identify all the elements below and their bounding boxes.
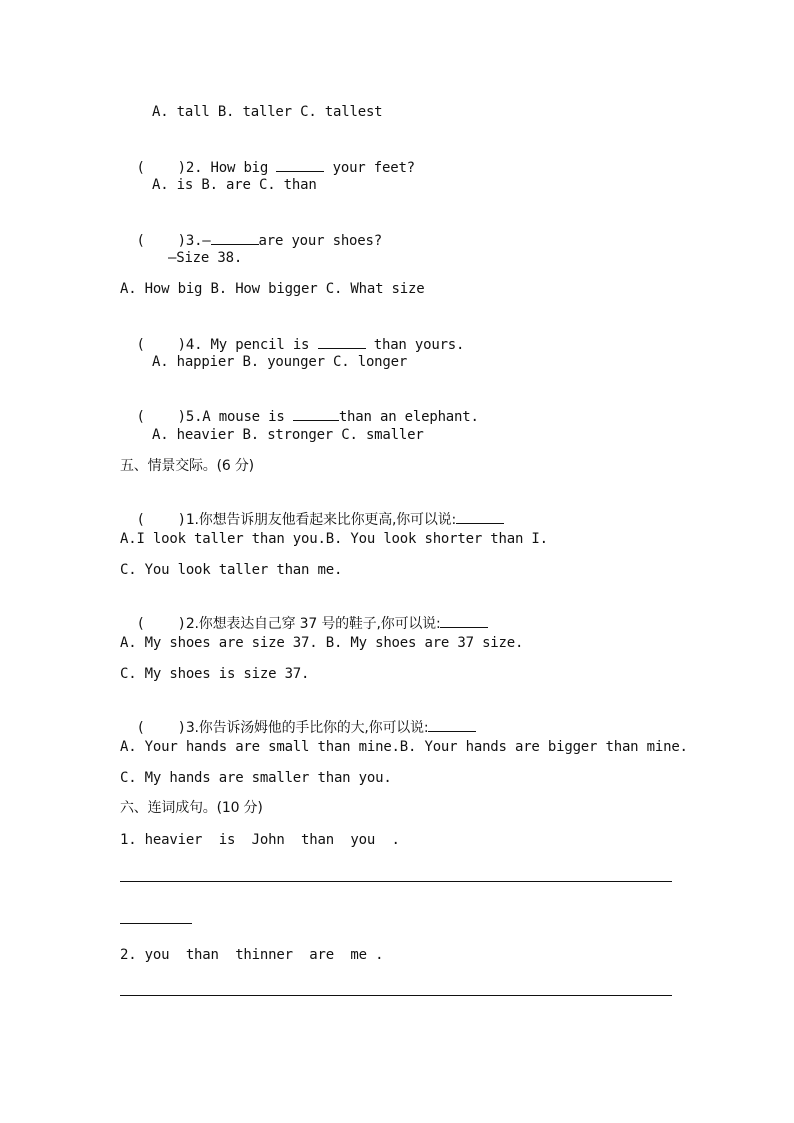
answer-line[interactable] [120, 881, 672, 882]
s5-q1-options-c: C. You look taller than me. [120, 562, 343, 578]
answer-line[interactable] [120, 995, 672, 996]
answer-paren[interactable]: ( ) [136, 512, 186, 528]
answer-paren[interactable]: ( ) [136, 616, 186, 632]
question-text: 5.A mouse is [185, 409, 285, 425]
question-text: than an elephant. [338, 409, 479, 425]
q3-line [120, 214, 382, 250]
s5-q3-line [120, 701, 476, 737]
s5-q2-options-a: A. My shoes are size 37. B. My shoes are 37 size. [120, 635, 524, 651]
question-text: are your shoes? [258, 233, 382, 249]
fill-blank[interactable] [211, 232, 259, 245]
q3-answer: —Size 38. [168, 250, 243, 266]
question-text: your feet? [332, 160, 415, 176]
answer-paren[interactable]: ( ) [136, 160, 186, 176]
q5-options: A. heavier B. stronger C. smaller [152, 427, 424, 443]
s5-q2-line [120, 597, 488, 633]
fill-blank[interactable] [428, 719, 476, 732]
s6-q2: 2. you than thinner are me . [120, 947, 384, 963]
question-text: 3.— [185, 233, 211, 249]
question-text: 3.你告诉汤姆他的手比你的大,你可以说: [185, 720, 429, 736]
answer-paren[interactable]: ( ) [136, 720, 186, 736]
s5-q1-options-a: A.I look taller than you.B. You look shorter than I. [120, 531, 548, 547]
answer-line[interactable] [120, 923, 192, 924]
fill-blank[interactable] [456, 511, 504, 524]
s5-q3-options-a: A. Your hands are small than mine.B. Your hands are bigger than mine. [120, 739, 688, 755]
s6-q1: 1. heavier is John than you . [120, 832, 400, 848]
q4-line [120, 318, 464, 354]
q5-line [120, 390, 479, 426]
q3-options: A. How big B. How bigger C. What size [120, 281, 425, 297]
fill-blank[interactable] [318, 336, 366, 349]
fill-blank[interactable] [293, 408, 339, 421]
q1-options: A. tall B. taller C. tallest [152, 104, 383, 120]
q2-options: A. is B. are C. than [152, 177, 317, 193]
fill-blank[interactable] [276, 159, 324, 172]
question-text: 4. My pencil is [185, 337, 310, 353]
q2-line [120, 141, 415, 177]
s5-q3-options-c: C. My hands are smaller than you. [120, 770, 392, 786]
fill-blank[interactable] [440, 615, 488, 628]
answer-paren[interactable]: ( ) [136, 409, 186, 425]
s5-q2-options-c: C. My shoes is size 37. [120, 666, 310, 682]
question-text: 2. How big [185, 160, 269, 176]
answer-paren[interactable]: ( ) [136, 233, 186, 249]
section5-title: 五、情景交际。(6 分) [120, 458, 254, 474]
question-text: 1.你想告诉朋友他看起来比你更高,你可以说: [185, 512, 456, 528]
question-text: than yours. [373, 337, 465, 353]
s5-q1-line [120, 493, 504, 529]
question-text: 2.你想表达自己穿 37 号的鞋子,你可以说: [185, 616, 441, 632]
answer-paren[interactable]: ( ) [136, 337, 186, 353]
q4-options: A. happier B. younger C. longer [152, 354, 408, 370]
section6-title: 六、连词成句。(10 分) [120, 800, 263, 816]
